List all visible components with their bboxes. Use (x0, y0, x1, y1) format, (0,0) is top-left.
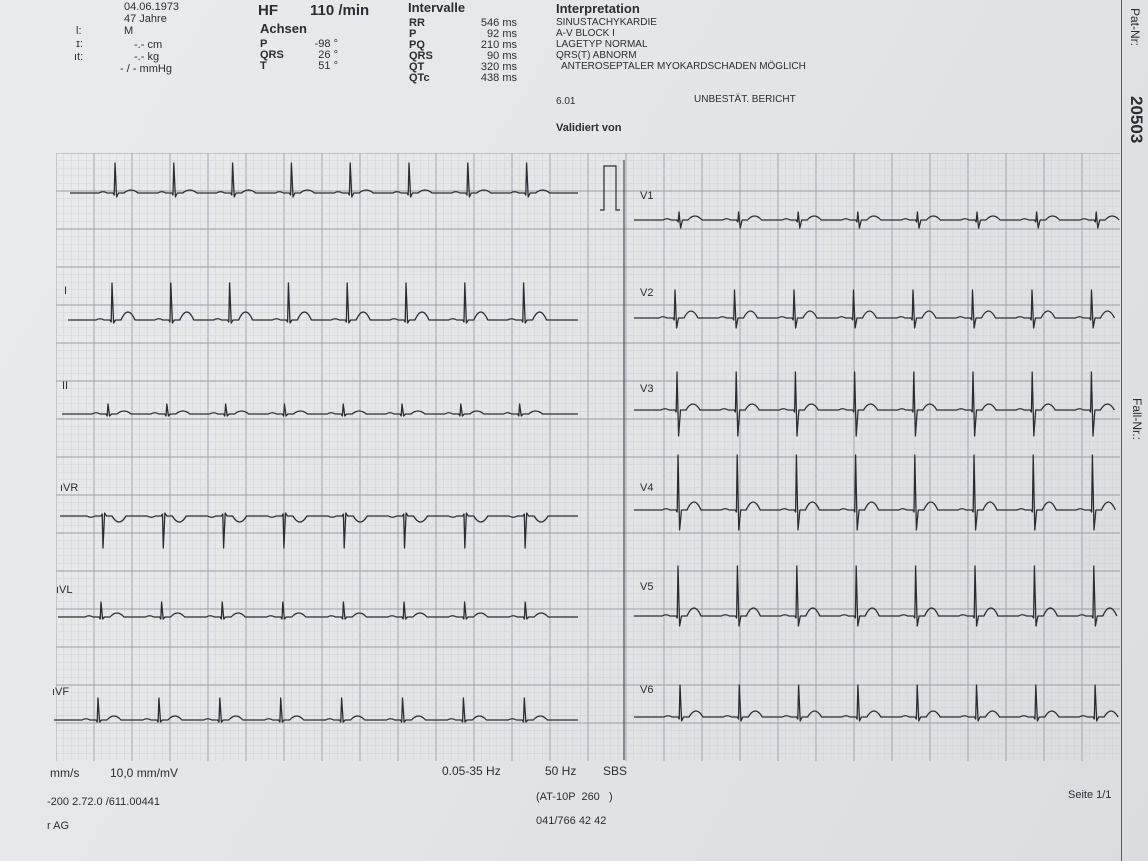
company: r AG (47, 820, 70, 832)
case-number-label: Fall-Nr.: (1130, 398, 1144, 440)
interval-name: QT (409, 61, 425, 73)
interpretation-version: 6.01 (556, 96, 576, 107)
ecg-trace-top-left (70, 163, 578, 197)
interpretation-line: ANTEROSEPTALER MYOKARDSCHADEN MÖGLICH (556, 61, 806, 72)
lead-label-V4: V4 (640, 482, 654, 494)
axis-value: 26 ° (318, 49, 338, 61)
ecg-trace-lead-V1 (634, 212, 1119, 228)
interval-value: 90 ms (487, 50, 517, 62)
filter: 0.05-35 Hz (442, 764, 501, 778)
interval-value: 320 ms (480, 61, 517, 73)
page-number: Seite 1/1 (1068, 789, 1112, 801)
row-key-1: l: (76, 25, 82, 37)
axis-name: T (260, 60, 267, 72)
validated-by: Validiert von (556, 122, 622, 134)
interval-name: QRS (409, 50, 433, 62)
intervals-title: Intervalle (408, 0, 466, 15)
weight: -.- kg (134, 51, 160, 63)
ecg-trace-lead-V5 (634, 566, 1117, 626)
device-model: (AT-10P 260 ) (536, 791, 613, 803)
device-info: -200 2.72.0 /611.00441 (47, 796, 160, 808)
phone: 041/766 42 42 (536, 815, 607, 827)
interval-name: RR (409, 17, 425, 29)
paper-speed: mm/s (50, 766, 80, 780)
lead-label-aVR: ıVR (60, 482, 79, 494)
interpretation-line: SINUSTACHYKARDIE (556, 17, 657, 28)
heart-rate-label: HF (258, 2, 278, 19)
lead-label-II: II (62, 380, 69, 392)
interpretation-line: A-V BLOCK I (556, 28, 615, 39)
calibration-pulse (600, 166, 620, 210)
lead-label-V2: V2 (640, 287, 654, 299)
age: 47 Jahre (124, 13, 167, 25)
ecg-trace-lead-aVR (60, 513, 578, 548)
interval-name: QTc (409, 72, 430, 84)
interval-name: PQ (409, 39, 425, 51)
ecg-trace-lead-V4 (634, 455, 1115, 530)
axis-value: 51 ° (318, 60, 338, 72)
axis-value: -98 ° (314, 38, 338, 50)
lead-label-aVL: ıVL (56, 584, 73, 596)
gain: 10,0 mm/mV (110, 766, 179, 780)
ecg-trace-lead-V2 (634, 290, 1115, 328)
lead-label-V5: V5 (640, 581, 654, 593)
lead-label-aVF: ıVF (52, 686, 70, 698)
ecg-trace-lead-aVF (54, 698, 578, 722)
row-key-3: ıt: (74, 51, 84, 63)
axis-name: QRS (260, 49, 284, 61)
heart-rate-value: 110 /min (310, 2, 370, 19)
lead-label-V1: V1 (640, 190, 654, 202)
patient-number-label: Pat-Nr: (1128, 8, 1142, 47)
lead-label-I: I (64, 285, 68, 297)
axes-title: Achsen (260, 21, 307, 36)
interval-value: 438 ms (480, 72, 517, 84)
ecg-trace-lead-II (62, 404, 578, 416)
axis-name: P (260, 38, 268, 50)
patient-number: 20503 (1127, 96, 1146, 144)
interpretation-line: QRS(T) ABNORM (556, 50, 637, 61)
ecg-trace-lead-V3 (634, 372, 1114, 436)
interval-value: 546 ms (480, 17, 517, 29)
interval-value: 210 ms (480, 39, 517, 51)
ecg-trace-lead-I (68, 283, 578, 323)
interval-value: 92 ms (487, 28, 517, 40)
date-of-birth: 04.06.1973 (124, 1, 180, 13)
report-status: UNBESTÄT. BERICHT (694, 94, 796, 105)
blood-pressure: - / - mmHg (120, 63, 172, 75)
interpretation-title: Interpretation (556, 1, 640, 16)
height: -.- cm (134, 39, 163, 51)
lead-label-V3: V3 (640, 383, 654, 395)
interpretation-line: LAGETYP NORMAL (556, 39, 648, 50)
ecg-trace-lead-V6 (634, 685, 1118, 721)
sex: M (124, 25, 134, 37)
row-key-2: ɪ: (76, 38, 83, 50)
interval-name: P (409, 28, 417, 40)
ecg-trace-lead-aVL (58, 602, 578, 619)
sbs: SBS (603, 764, 628, 778)
mains-filter: 50 Hz (545, 764, 577, 778)
lead-label-V6: V6 (640, 684, 654, 696)
